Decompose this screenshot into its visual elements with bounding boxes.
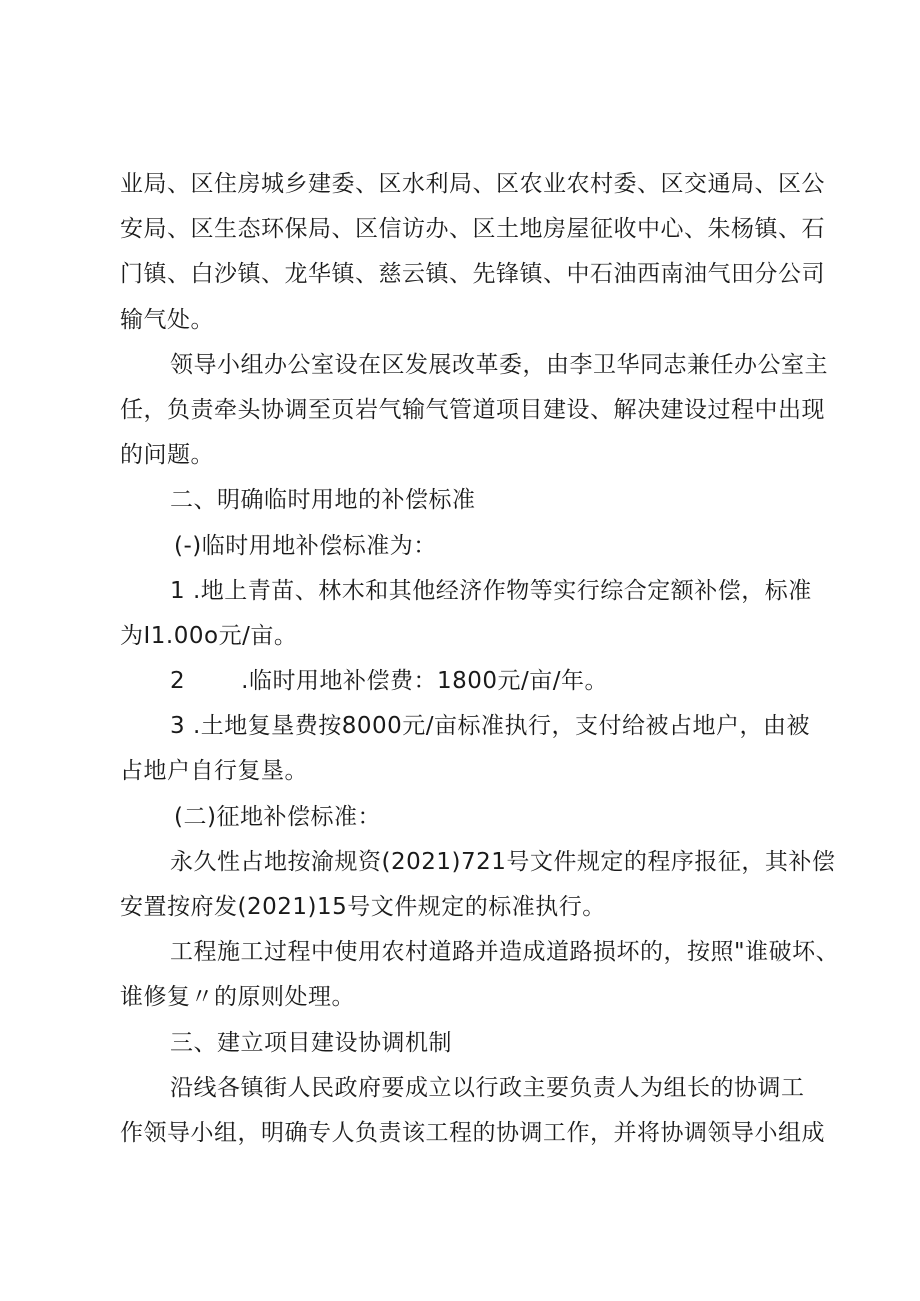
paragraph-start: 领导小组办公室设在区发展改革委，由李卫华同志兼任办公室主: [170, 351, 828, 378]
list-item-3: 3 .土地复垦费按8000元/亩标准执行，支付给被占地户，由被: [170, 713, 811, 740]
body-line: 占地户自行复垦。: [120, 758, 308, 785]
section-heading-2: 二、明确临时用地的补偿标准: [170, 487, 476, 514]
document-body: [120, 162, 840, 1156]
body-line: 谁修复〃的原则处理。: [120, 984, 355, 1011]
body-line: 的问题。: [120, 442, 214, 469]
body-line: 安局、区生态环保局、区信访办、区土地房屋征收中心、朱杨镇、石: [120, 216, 825, 243]
body-line: 门镇、白沙镇、龙华镇、慈云镇、先锋镇、中石油西南油气田分公司: [120, 261, 825, 288]
list-item-2-number: 2: [170, 668, 186, 695]
list-item-1: 1 .地上青苗、林木和其他经济作物等实行综合定额补偿，标准: [170, 577, 812, 604]
paragraph-start: 沿线各镇街人民政府要成立以行政主要负责人为组长的协调工: [170, 1074, 805, 1101]
section-heading-3: 三、建立项目建设协调机制: [170, 1029, 452, 1056]
paragraph-start: 永久性占地按渝规资(2021)721号文件规定的程序报征，其补偿: [170, 848, 836, 875]
subsection-heading-1: (-)临时用地补偿标准为：: [174, 532, 437, 559]
list-item-2: [120, 659, 810, 704]
list-item-2-text: .临时用地补偿费：1800元/亩/年。: [241, 668, 608, 695]
body-line: 任，负责牵头协调至页岩气输气管道项目建设、解决建设过程中出现: [120, 396, 825, 423]
subsection-heading-2: (二)征地补偿标准：: [174, 803, 381, 830]
body-line: 安置按府发(2021)15号文件规定的标准执行。: [120, 894, 606, 920]
body-line: 作领导小组，明确专人负责该工程的协调工作，并将协调领导小组成: [120, 1119, 825, 1146]
body-line: 业局、区住房城乡建委、区水利局、区农业农村委、区交通局、区公: [120, 171, 825, 197]
paragraph-start: 工程施工过程中使用农村道路并造成道路损坏的，按照"谁破坏、: [170, 939, 840, 966]
body-line: 输气处。: [120, 306, 214, 333]
body-line: 为I1.00o元/亩。: [120, 622, 298, 649]
